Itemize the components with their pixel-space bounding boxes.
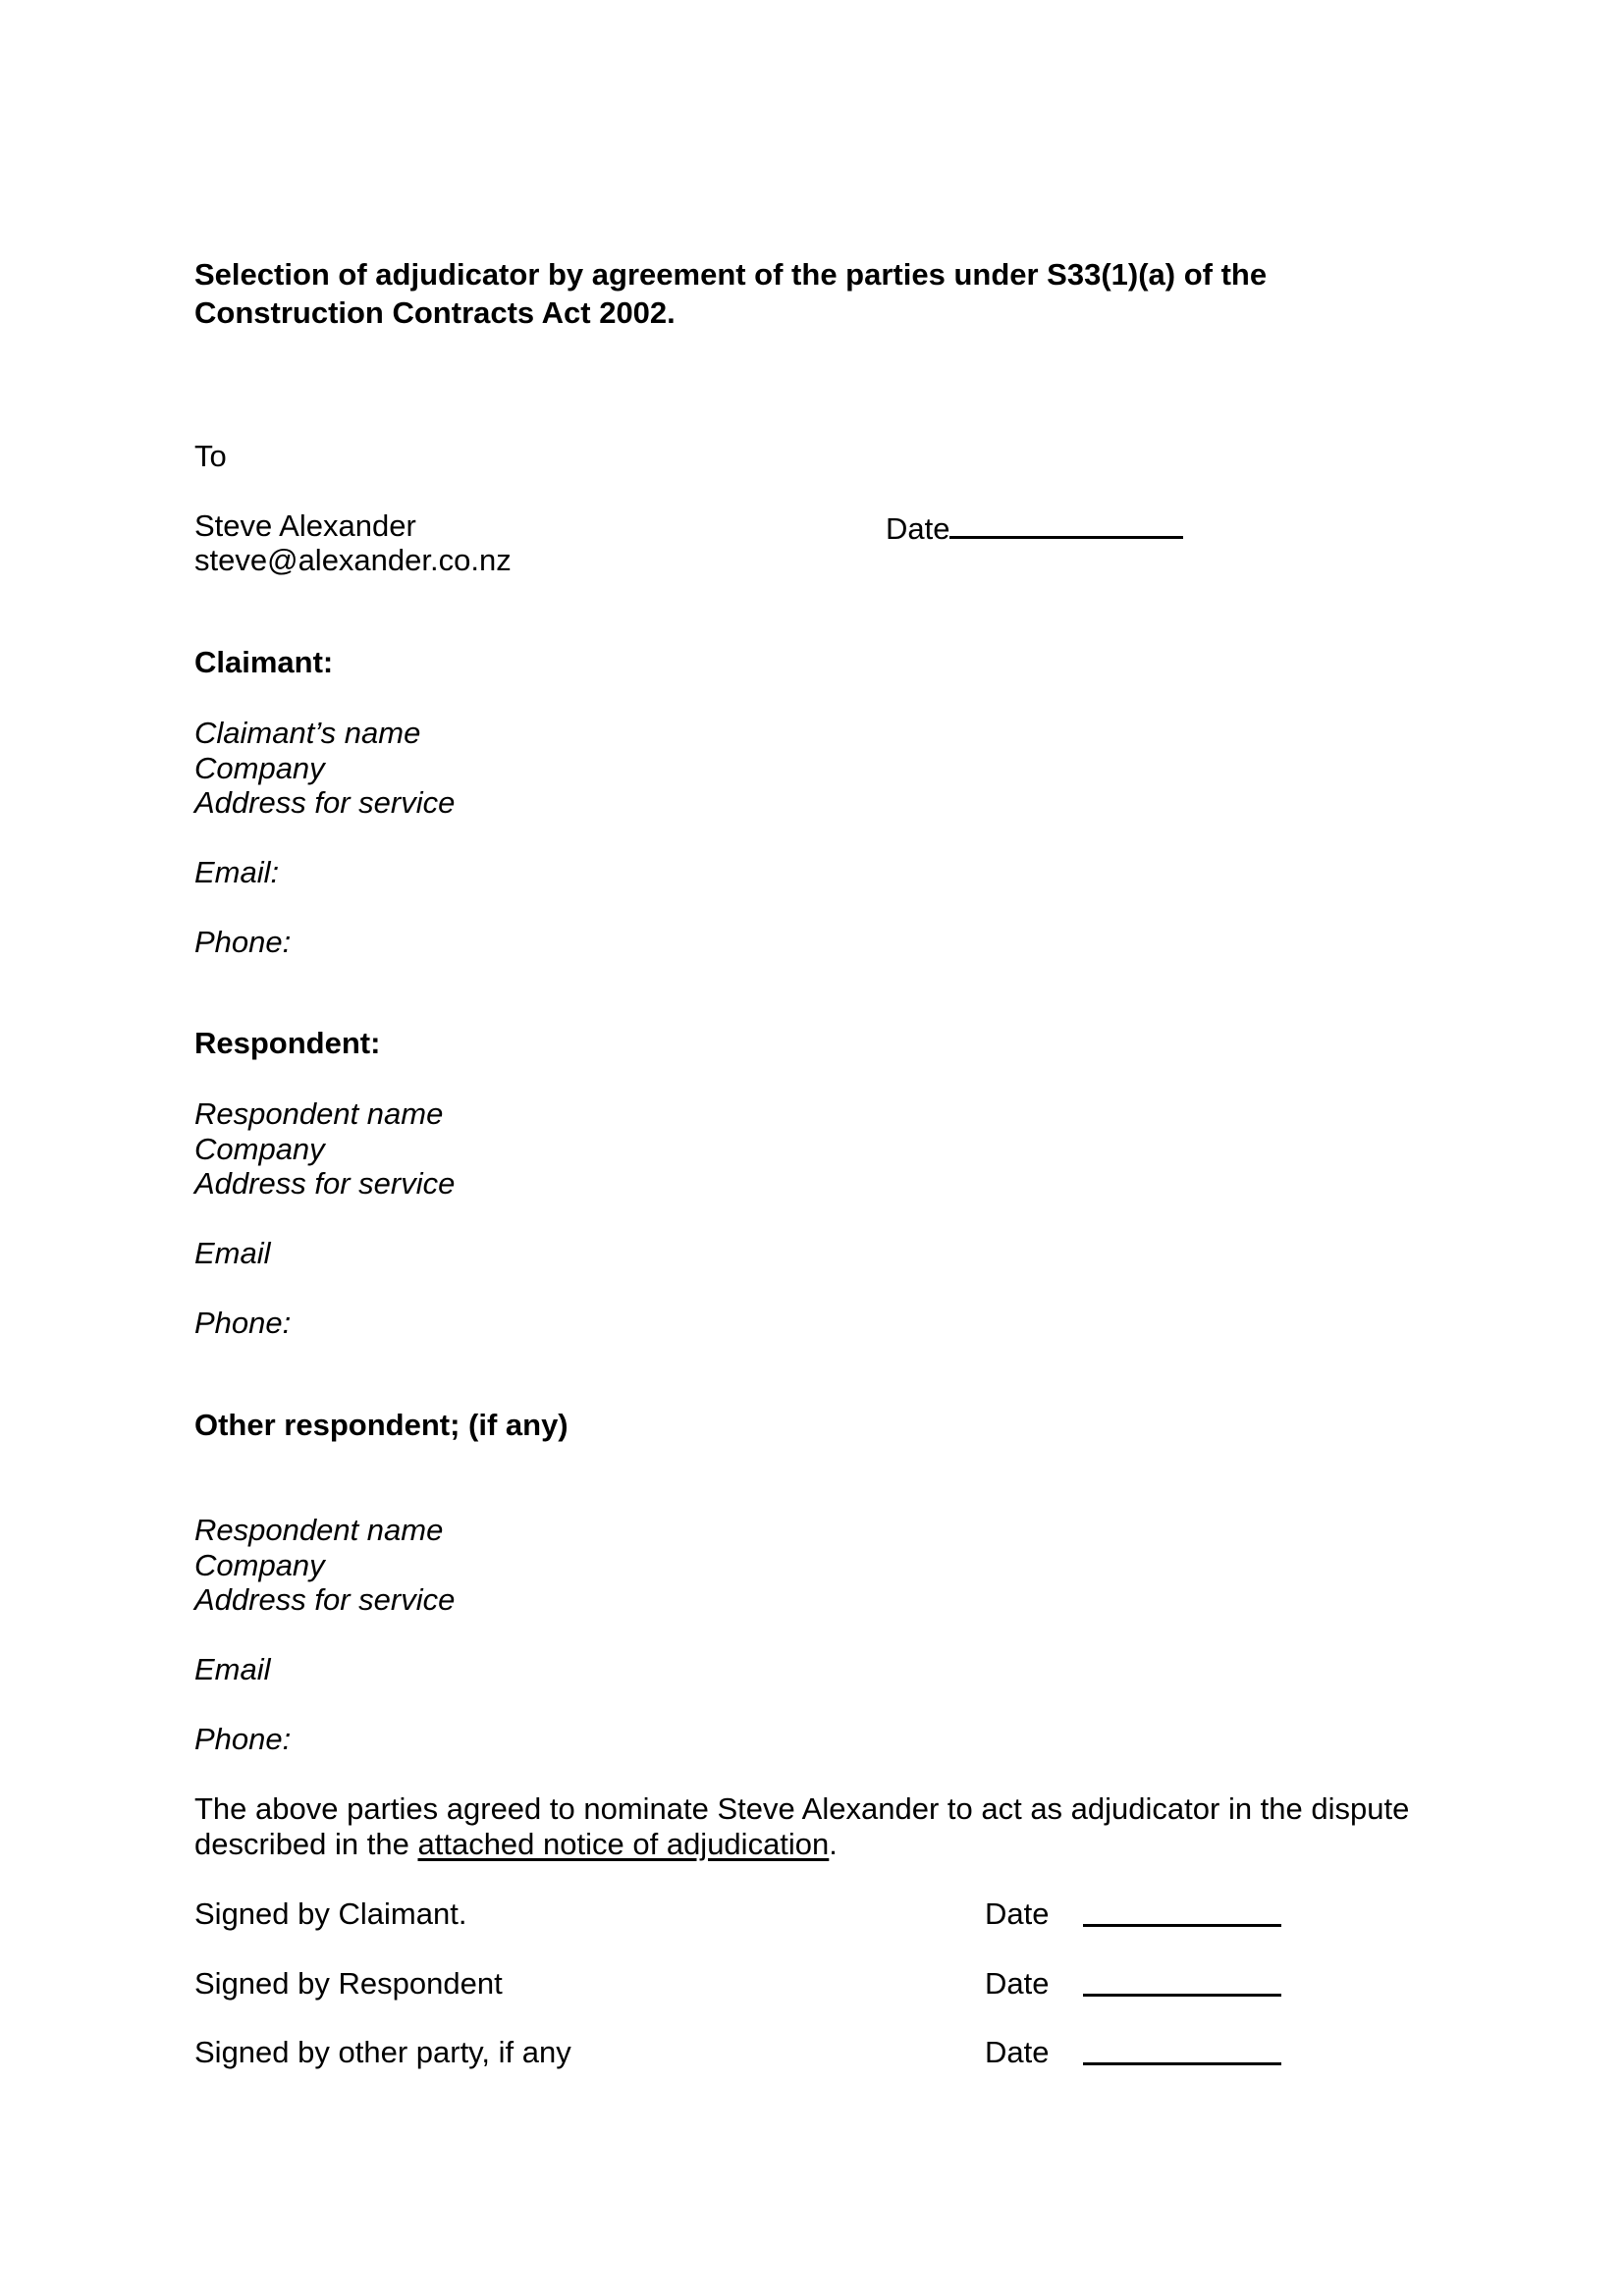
claimant-company: Company (194, 751, 325, 785)
to-label: To (194, 439, 227, 473)
other-respondent-company: Company (194, 1548, 325, 1582)
signature-label-other-party: Signed by other party, if any (194, 2035, 571, 2069)
other-respondent-name: Respondent name (194, 1513, 444, 1547)
adjudicator-name: Steve Alexander (194, 508, 416, 543)
signature-date-label-respondent: Date (985, 1966, 1050, 2001)
agreement-suffix: . (829, 1827, 838, 1861)
respondent-heading: Respondent: (194, 1026, 381, 1060)
date-label: Date (886, 511, 950, 546)
signature-date-blank-claimant[interactable] (1083, 1896, 1281, 1927)
claimant-phone: Phone: (194, 925, 292, 959)
claimant-address: Address for service (194, 785, 456, 820)
signature-date-blank-respondent[interactable] (1083, 1966, 1281, 1997)
other-respondent-heading: Other respondent; (if any) (194, 1408, 568, 1442)
signature-date-respondent[interactable] (1083, 1966, 1281, 2004)
signature-date-blank-other-party[interactable] (1083, 2035, 1281, 2065)
respondent-email: Email (194, 1236, 271, 1270)
signature-label-respondent: Signed by Respondent (194, 1966, 503, 2001)
respondent-address: Address for service (194, 1166, 456, 1201)
other-respondent-email: Email (194, 1652, 271, 1686)
respondent-name: Respondent name (194, 1096, 444, 1131)
claimant-heading: Claimant: (194, 645, 334, 679)
agreement-line-2 (194, 1827, 838, 1862)
claimant-name: Claimant’s name (194, 716, 421, 750)
respondent-phone: Phone: (194, 1306, 292, 1340)
document-title-line-1: Selection of adjudicator by agreement of the parties under S33(1)(a) of the (194, 257, 1268, 292)
signature-date-other-party[interactable] (1083, 2035, 1281, 2073)
adjudicator-email: steve@alexander.co.nz (194, 543, 512, 577)
agreement-line-1: The above parties agreed to nominate Steve Alexander to act as adjudicator in the dispute (194, 1791, 1410, 1826)
other-respondent-phone: Phone: (194, 1722, 292, 1756)
respondent-company: Company (194, 1132, 325, 1166)
agreement-prefix: described in the (194, 1827, 418, 1861)
signature-date-label-other-party: Date (985, 2035, 1050, 2069)
date-blank-line[interactable] (949, 508, 1183, 539)
signature-date-label-claimant: Date (985, 1896, 1050, 1931)
other-respondent-address: Address for service (194, 1582, 456, 1617)
date-field (886, 508, 1183, 547)
signature-label-claimant: Signed by Claimant. (194, 1896, 467, 1931)
notice-of-adjudication-link[interactable]: attached notice of adjudication (417, 1827, 830, 1861)
signature-date-claimant[interactable] (1083, 1896, 1281, 1935)
document-title-line-2: Construction Contracts Act 2002. (194, 295, 676, 330)
claimant-email: Email: (194, 855, 280, 889)
